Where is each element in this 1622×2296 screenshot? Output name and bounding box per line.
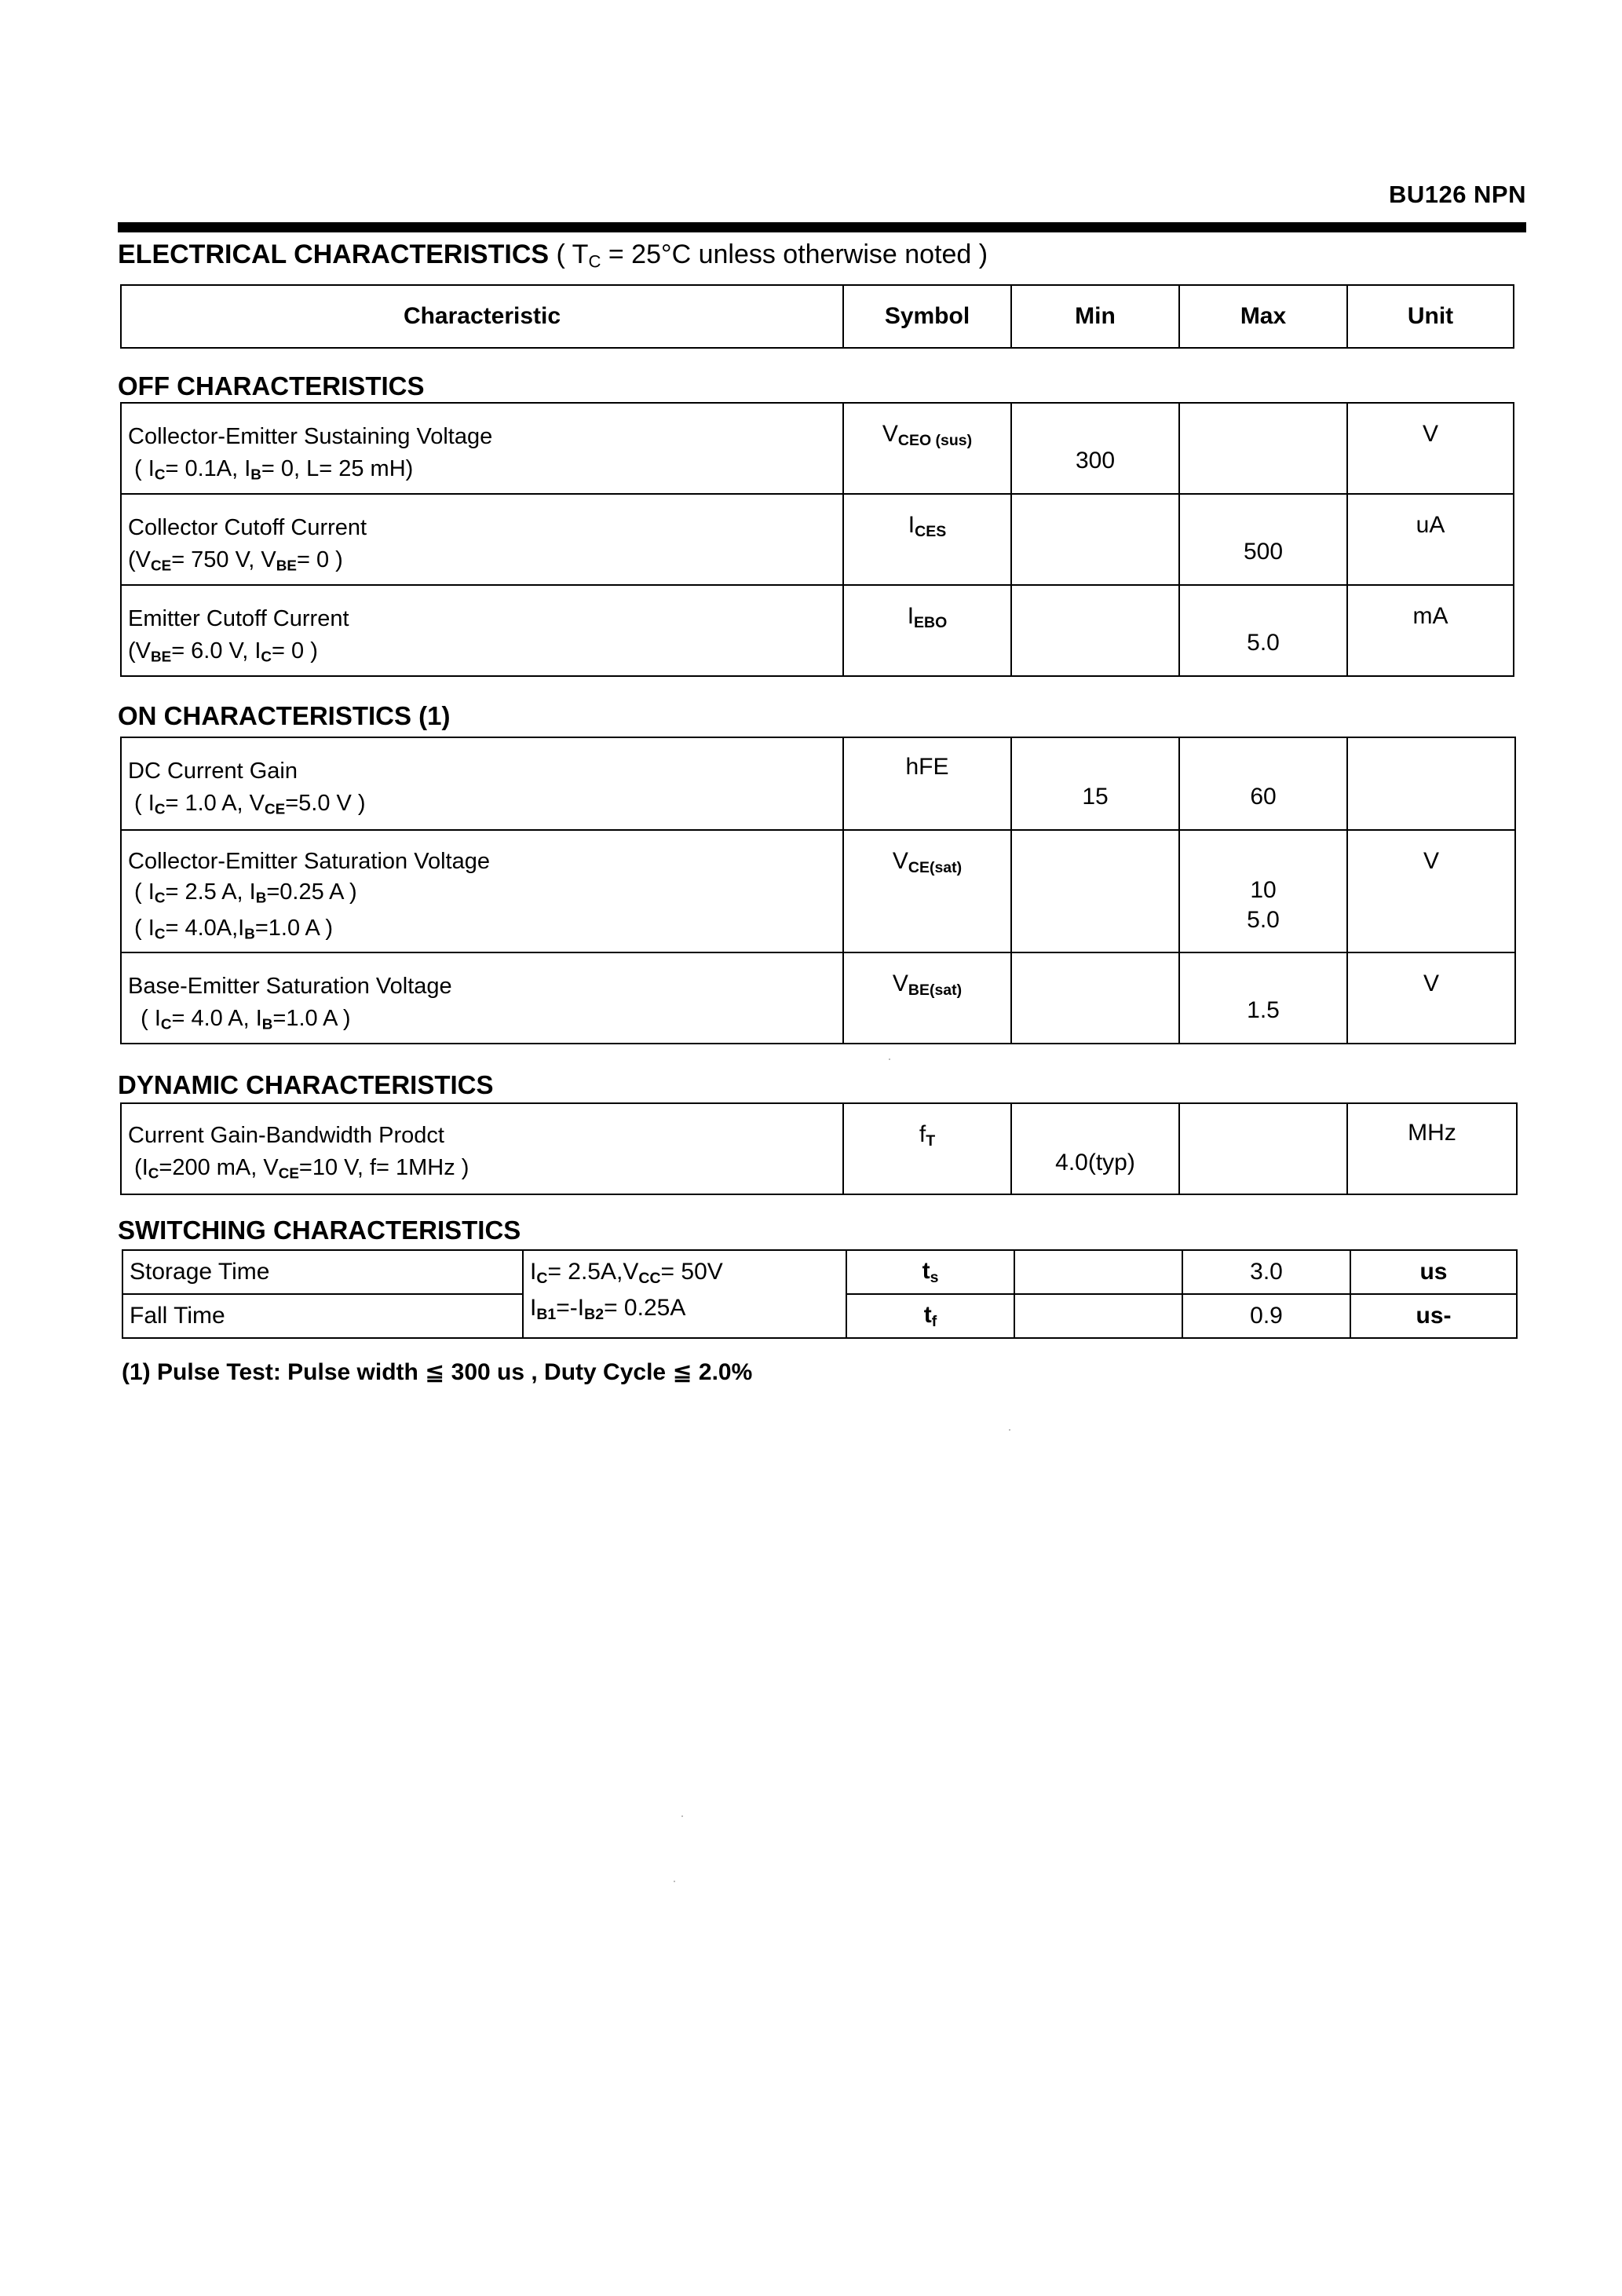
dynamic-table	[120, 1102, 1518, 1195]
col-characteristic: Characteristic	[121, 285, 843, 348]
speck	[681, 1815, 683, 1817]
speck	[889, 1058, 890, 1060]
col-max: Max	[1179, 285, 1347, 348]
row-name: Storage Time	[122, 1250, 523, 1294]
dynamic-title: DYNAMIC CHARACTERISTICS	[118, 1070, 494, 1099]
table-row: Collector-Emitter Saturation Voltage ( $I_C= 2.5$ A, $I_B=0.25$ A ) ( $I_C= 4.0A,I_B=1.0$ A ) $V_{CE(sat)}$ 10 5.0 V	[121, 830, 1515, 952]
on-title: ON CHARACTERISTICS (1)	[118, 701, 451, 730]
table-row: Fall Time $t_f$ 0.9 us-	[122, 1294, 1517, 1338]
table-row: Current Gain-Bandwidth Prodct ($I_C=200$ mA, $V_{CE}=10$ V, f= 1MHz ) $f_T$ 4.0(typ) MHz	[121, 1103, 1517, 1194]
on-table	[120, 737, 1516, 1044]
row-name: Fall Time	[122, 1294, 523, 1338]
section-title: ELECTRICAL CHARACTERISTICS ( $T_C = 25^\circ C$ unless otherwise noted )	[118, 239, 988, 272]
table-row: Emitter Cutoff Current ($V_{BE}= 6.0$ V, $I_C= 0$ ) $I_{EBO}$ 5.0 mA	[121, 585, 1514, 676]
switching-conditions: $I_C= 2.5A,V_{CC}= 50V$ $I_{B1}=-I_{B2}= 0.25A$	[523, 1250, 846, 1338]
row-name: Collector-Emitter Saturation Voltage	[128, 849, 490, 874]
switching-table	[122, 1249, 1518, 1339]
col-unit: Unit	[1347, 285, 1514, 348]
row-name: Current Gain-Bandwidth Prodct	[128, 1123, 444, 1148]
table-row: Base-Emitter Saturation Voltage ( $I_C= 4.0$ A, $I_B=1.0$ A ) $V_{BE(sat)}$ 1.5 V	[121, 952, 1515, 1044]
table-row: DC Current Gain ( $I_C= 1.0$ A, $V_{CE}=5.0$ V ) hFE 15 60	[121, 737, 1515, 830]
row-name: Base-Emitter Saturation Voltage	[128, 974, 452, 999]
table-row: Storage Time $I_C= 2.5A,V_{CC}= 50V$ $I_{B1}=-I_{B2}= 0.25A$ $t_s$ 3.0 us	[122, 1250, 1517, 1294]
off-title: OFF CHARACTERISTICS	[118, 371, 425, 400]
header-rule	[118, 222, 1526, 232]
speck	[674, 1881, 675, 1882]
header-table	[120, 284, 1514, 349]
col-symbol: Symbol	[843, 285, 1011, 348]
part-number: BU126 NPN	[1388, 181, 1526, 208]
table-row: Collector Cutoff Current ($V_{CE}= 750$ V, $V_{BE}= 0$ ) $I_{CES}$ 500 uA	[121, 494, 1514, 585]
col-min: Min	[1011, 285, 1179, 348]
row-name: Collector Cutoff Current	[128, 515, 367, 540]
speck	[1009, 1429, 1010, 1431]
table-row: Collector-Emitter Sustaining Voltage ( $I_C= 0.1A$, $I_B= 0$, L= 25 mH) $V_{CEO (sus)}$ 300 V	[121, 403, 1514, 494]
off-table	[120, 402, 1514, 677]
row-name: Emitter Cutoff Current	[128, 606, 349, 631]
row-name: DC Current Gain	[128, 759, 298, 784]
footnote: (1) Pulse Test: Pulse width ≦ 300 us , Duty Cycle ≦ 2.0%	[122, 1359, 753, 1385]
switching-title: SWITCHING CHARACTERISTICS	[118, 1216, 521, 1245]
row-name: Collector-Emitter Sustaining Voltage	[128, 424, 493, 449]
